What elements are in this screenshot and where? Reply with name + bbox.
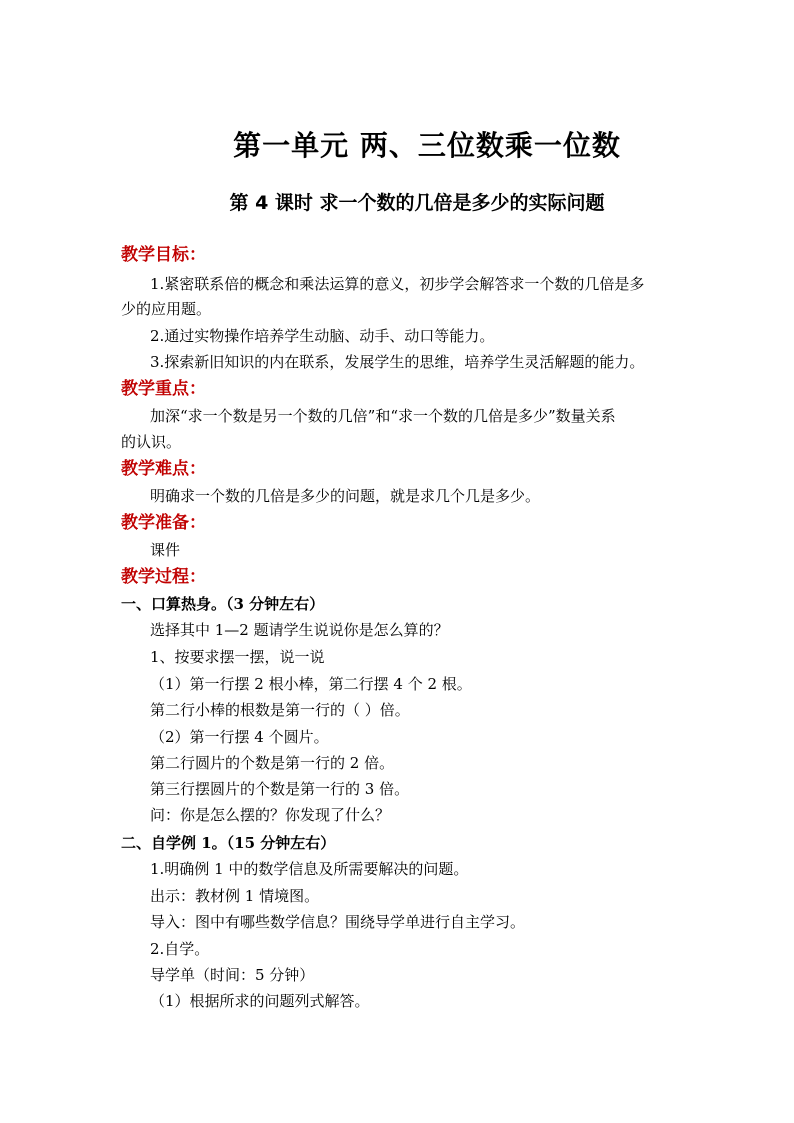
section-2-line: 导入：图中有哪些数学信息？围绕导学单进行自主学习。 [150,913,526,931]
preparation-heading: 教学准备： [121,513,206,533]
objectives-heading: 教学目标： [121,245,206,265]
section-2-line: 出示：教材例 1 情境图。 [150,887,320,905]
section-1-line: 第三行摆圆片的个数是第一行的 3 倍。 [150,780,410,798]
section-1-line: 第二行圆片的个数是第一行的 2 倍。 [150,754,395,772]
section-2-line: （1）根据所求的问题列式解答。 [150,992,370,1010]
section-2-title: 二、自学例 1。（15 分钟左右） [121,834,336,852]
objective-line: 1.紧密联系倍的概念和乘法运算的意义，初步学会解答求一个数的几倍是多 [150,275,645,293]
section-1-line: 问：你是怎么摆的？你发现了什么？ [150,806,391,824]
section-1-title: 一、口算热身。（3 分钟左右） [121,595,325,613]
section-1-line: 1、按要求摆一摆，说一说 [150,648,325,666]
difficulties-line: 明确求一个数的几倍是多少的问题，就是求几个几是多少。 [150,487,541,505]
key-points-line: 加深“求一个数是另一个数的几倍”和“求一个数的几倍是多少”数量关系 [150,407,616,425]
section-1-line: 选择其中 1—2 题请学生说说你是怎么算的？ [150,621,449,639]
key-points-line: 的认识。 [121,433,182,451]
objective-line: 少的应用题。 [121,300,212,318]
difficulties-heading: 教学难点： [121,459,206,479]
section-2-line: 2.自学。 [150,940,210,958]
page-title: 第一单元 两、三位数乘一位数 [233,129,621,162]
objective-line: 2.通过实物操作培养学生动脑、动手、动口等能力。 [150,327,495,345]
process-heading: 教学过程： [121,567,206,587]
section-2-line: 导学单（时间：5 分钟） [150,966,315,984]
section-1-line: （2）第一行摆 4 个圆片。 [150,728,329,746]
key-points-heading: 教学重点： [121,379,206,399]
section-1-line: 第二行小棒的根数是第一行的（ ）倍。 [150,701,410,719]
preparation-line: 课件 [150,541,181,559]
lesson-subtitle: 第 4 课时 求一个数的几倍是多少的实际问题 [229,192,605,214]
section-2-line: 1.明确例 1 中的数学信息及所需要解决的问题。 [150,860,469,878]
section-1-line: （1）第一行摆 2 根小棒，第二行摆 4 个 2 根。 [150,675,472,693]
objective-line: 3.探索新旧知识的内在联系，发展学生的思维，培养学生灵活解题的能力。 [150,353,645,371]
